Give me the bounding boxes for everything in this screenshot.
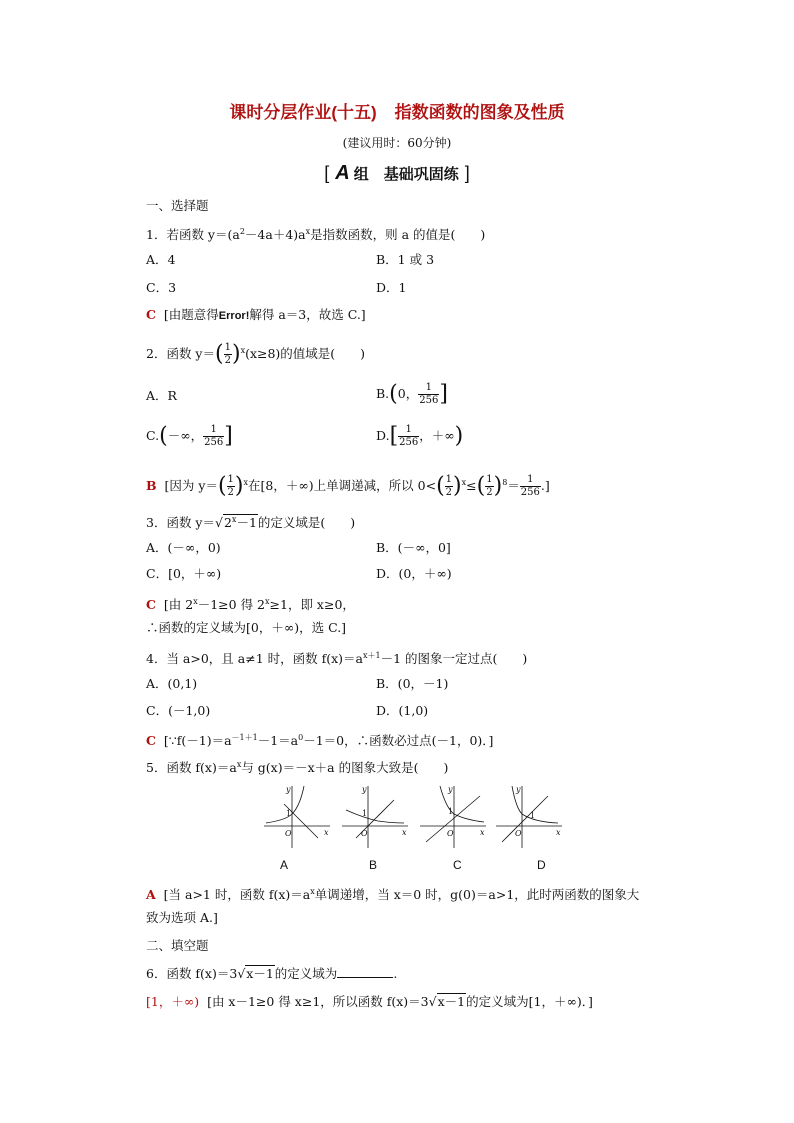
q4-option-a: A．(0,1) bbox=[146, 676, 198, 691]
question-2-stem: 2．函数 y＝( $\frac{1}{2}$ )$^x$(x≥8)的值域是( ) bbox=[146, 341, 366, 367]
q4-option-c: C．(－1,0) bbox=[146, 703, 211, 718]
q4-option-b: B．(0，－1) bbox=[376, 676, 449, 691]
q3-option-d: D．(0，＋∞) bbox=[376, 566, 452, 581]
svg-text:1: 1 bbox=[362, 809, 368, 818]
q5-answer-line2: 致为选项 A.] bbox=[146, 910, 218, 925]
svg-text:y: y bbox=[286, 785, 291, 794]
question-1-stem: 1．若函数 $y=(a^2-4a+4)a^x$是指数函数，则 a 的值是( ) bbox=[146, 227, 486, 243]
q3-option-b: B．(－∞，0] bbox=[376, 540, 451, 555]
svg-text:O: O bbox=[285, 829, 292, 838]
svg-text:y: y bbox=[448, 785, 453, 794]
graph-label-d: D bbox=[537, 858, 546, 872]
graph-label-a: A bbox=[280, 858, 289, 872]
q3-option-c: C．[0，＋∞) bbox=[146, 566, 222, 581]
svg-text:1: 1 bbox=[530, 811, 536, 820]
group-heading: [ A 组 基础巩固练 ] bbox=[324, 162, 470, 184]
q2-option-d: D.[ $\frac{1}{256}$ ，＋∞) bbox=[376, 423, 464, 449]
q1-answer: C [由题意得Error!解得 a＝3，故选 C.] bbox=[146, 307, 366, 322]
q1-option-b: B．1 或 3 bbox=[376, 252, 435, 267]
graph-c bbox=[420, 785, 486, 848]
svg-text:x: x bbox=[324, 828, 329, 837]
section-heading-fill: 二、填空题 bbox=[146, 938, 209, 953]
svg-text:x: x bbox=[480, 828, 485, 837]
graph-label-c: C bbox=[453, 858, 462, 872]
function-graphs bbox=[262, 782, 562, 852]
svg-text:O: O bbox=[361, 829, 368, 838]
suggested-time: (建议用时：60分钟) bbox=[342, 136, 452, 150]
section-heading-choice: 一、选择题 bbox=[146, 198, 209, 213]
answer-blank bbox=[337, 965, 393, 978]
svg-text:1: 1 bbox=[448, 807, 454, 816]
svg-text:x: x bbox=[402, 828, 407, 837]
svg-text:O: O bbox=[447, 829, 454, 838]
graph-a bbox=[264, 785, 330, 848]
q6-answer: [1，＋∞) [由 x－1≥0 得 x≥1，所以函数 f(x)＝3√x－1的定义域为[1，＋∞)．] bbox=[146, 994, 593, 1009]
svg-text:y: y bbox=[516, 785, 521, 794]
q2-answer: B [因为 y＝( $\frac{1}{2}$ )$^x$在[8，＋∞)上单调递减，所以 0<( $\frac{1}{2}$ )$^x$≤( $\frac{1}{2}$ )$^8$＝ $\frac{1}{256}$ .] bbox=[146, 473, 550, 499]
graph-b bbox=[342, 785, 408, 848]
question-5-stem: 5．函数 $f(x)=a^x$与 g(x)＝－x＋a 的图象大致是( ) bbox=[146, 760, 449, 776]
q3-answer-line1: C [由 $2^x-1\ge 0$ 得 $2^x\ge 1$，即 x≥0， bbox=[146, 597, 355, 613]
question-4-stem: 4．当 a>0，且 a≠1 时，函数 $f(x)=a^{x+1}-1$ 的图象一定过点( ) bbox=[146, 651, 528, 667]
q3-answer-line2: ∴函数的定义域为[0，＋∞)，选 C.] bbox=[146, 620, 347, 635]
q1-option-d: D．1 bbox=[376, 280, 407, 295]
page-title: 课时分层作业(十五) 指数函数的图象及性质 bbox=[229, 103, 565, 122]
q1-option-a: A．4 bbox=[146, 252, 176, 267]
q2-option-c: C.(－∞， $\frac{1}{256}$ ] bbox=[146, 423, 233, 449]
graph-label-b: B bbox=[369, 858, 378, 872]
question-3-stem: 3．函数 $y=√2^x-1$的定义域是( ) bbox=[146, 515, 356, 531]
q4-answer: C [$\because f(-1)=a^{-1+1}-1=a^0-1=0$，∴函数必过点(－1，0)．] bbox=[146, 733, 494, 749]
question-6-stem: 6．函数 f(x)＝3√x－1的定义域为 . bbox=[146, 966, 398, 981]
svg-text:y: y bbox=[362, 785, 367, 794]
q4-option-d: D．(1,0) bbox=[376, 703, 429, 718]
q1-option-c: C．3 bbox=[146, 280, 177, 295]
q5-answer-line1: A [当 a>1 时，函数 $f(x)=a^x$单调递增，当 x＝0 时，g(0)＝a>1，此时两函数的图象大 bbox=[146, 887, 640, 903]
q3-option-a: A．(－∞，0) bbox=[146, 540, 221, 555]
q2-option-a: A．R bbox=[146, 388, 177, 403]
q2-option-b: B.(0， $\frac{1}{256}$ ] bbox=[376, 381, 448, 407]
graph-d bbox=[496, 785, 562, 848]
svg-text:x: x bbox=[556, 828, 561, 837]
svg-text:O: O bbox=[515, 829, 522, 838]
svg-text:1: 1 bbox=[286, 809, 292, 818]
